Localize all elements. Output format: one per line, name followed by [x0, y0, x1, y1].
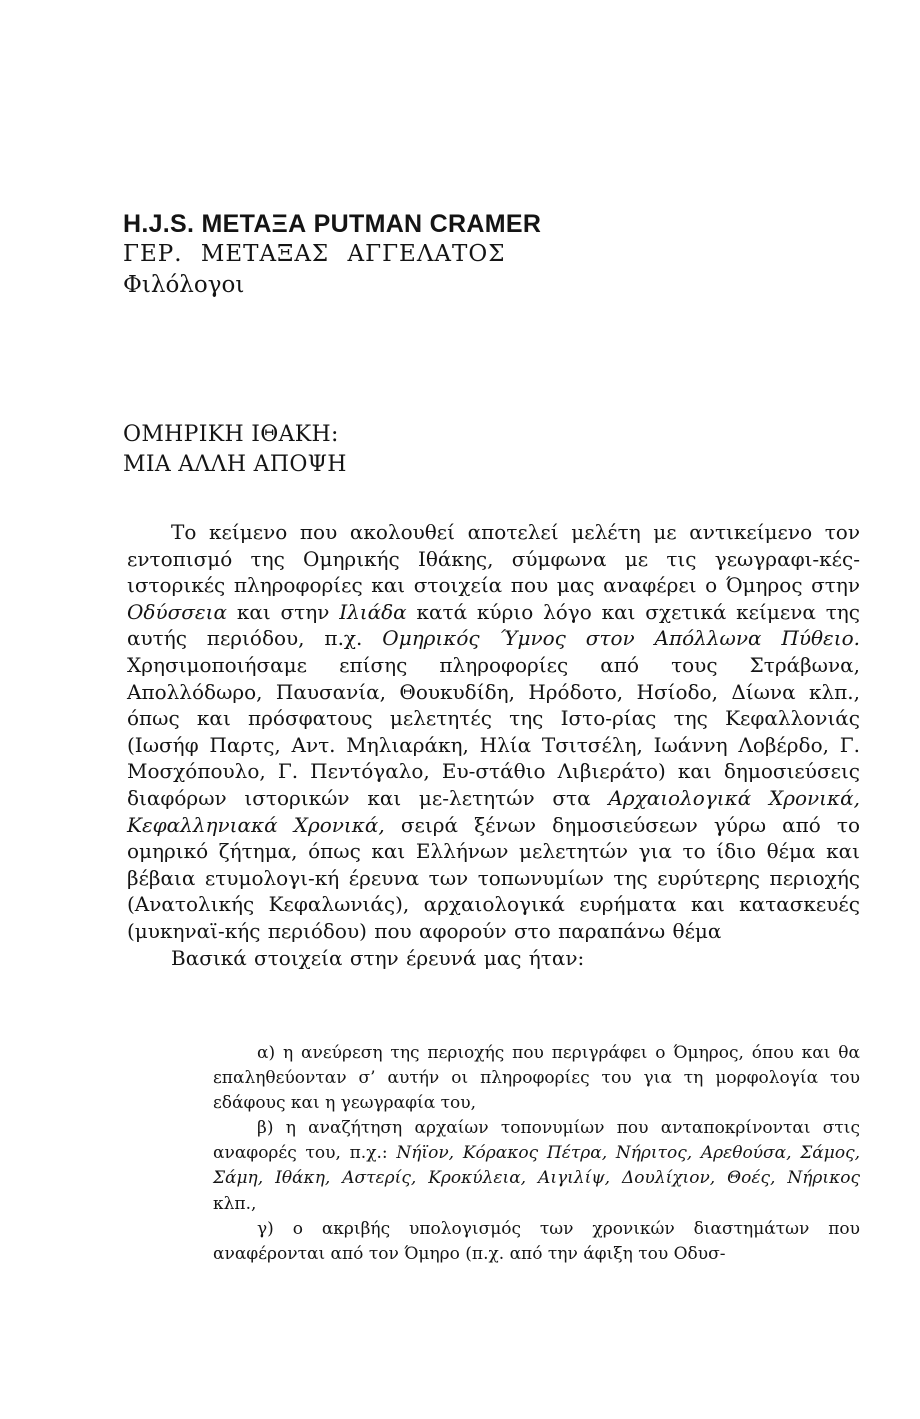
article-title [123, 420, 347, 480]
paragraph-1: Το κείμενο που ακολουθεί αποτελεί μελέτη με αντικείμενο τον εντοπισμό της Ομηρικής Ιθάκης, σύμφωνα με τις γεωγραφι-κές-ιστορικές πληροφορίες και στοιχεία που μας αναφέρει ο Όμηρος στην Οδύσσεια και στην Ιλιάδα κατά κύριο λόγο και σχετικά κείμενα της αυτής περιόδου, π.χ. Ομηρικός Ύμνος στον Απόλλωνα Πύθειο. Χρησιμοποιήσαμε επίσης πληροφορίες από τους Στράβωνα, Απολλόδωρο, Παυσανία, Θουκυδίδη, Ηρόδοτο, Ησίοδο, Δίωνα κλπ., όπως και πρόσφατους μελετητές της Ιστο-ρίας της Κεφαλλονιάς (Ιωσήφ Παρτς, Αντ. Μηλιαράκη, Ηλία Τσιτσέλη, Ιωάννη Λοβέρδο, Γ. Μοσχόπουλο, Γ. Πεντόγαλο, Ευ-στάθιο Λιβιεράτο) και δημοσιεύσεις διαφόρων ιστορικών και με-λετητών στα Αρχαιολογικά Χρονικά, Κεφαλληνιακά Χρονικά, σειρά ξένων δημοσιεύσεων γύρω από το ομηρικό ζήτημα, όπως και Ελλήνων μελετητών για το ίδιο θέμα και βέβαια ετυμολογι-κή έρευνα των τοπωνυμίων της ευρύτερης περιοχής (Ανατολικής Κεφαλωνιάς), αρχαιολογικά ευρήματα και κατασκευές (μυκηναϊ-κής περιόδου) που αφορούν στο παραπάνω θέμα [127, 520, 860, 943]
list-item-a: α) η ανεύρεση της περιοχής που περιγράφει ο Όμηρος, όπου και θα επαληθεύονταν σ’ αυτήν οι πληροφορίες του για τη μορφολογία του εδάφους και η γεωγραφία του, [213, 1043, 860, 1114]
author-role: Φιλόλογοι [123, 272, 245, 298]
list-item-b: β) η αναζήτηση αρχαίων τοπονυμίων που ανταποκρίνονται στις αναφορές του, π.χ.: Νήϊον, Κόρακος Πέτρα, Νήριτος, Αρεθούσα, Σάμος, Σάμη, Ιθάκη, Αστερίς, Κροκύλεια, Αιγιλίψ, Δουλίχιον, Θοές, Νήρικος κλπ., [213, 1118, 860, 1214]
list-item-c: γ) ο ακριβής υπολογισμός των χρονικών διαστημάτων που αναφέρονται από τον Όμηρο (π.χ. από την άφιξη του Οδυσ- [213, 1218, 860, 1264]
author-name-1: H.J.S. ΜΕΤΑΞΑ PUTMAN CRAMER [123, 210, 542, 238]
author-name-2: ΓΕΡ. ΜΕΤΑΞΑΣ ΑΓΓΕΛΑΤΟΣ [123, 241, 506, 267]
title-line-2: ΜΙΑ ΑΛΛΗ ΑΠΟΨΗ [123, 452, 347, 477]
paragraph-2: Βασικά στοιχεία στην έρευνά μας ήταν: [171, 945, 585, 970]
title-line-1: ΟΜΗΡΙΚΗ ΙΘΑΚΗ: [123, 422, 339, 447]
body-text [127, 519, 860, 971]
research-list [213, 1041, 860, 1267]
author-block [123, 209, 541, 301]
